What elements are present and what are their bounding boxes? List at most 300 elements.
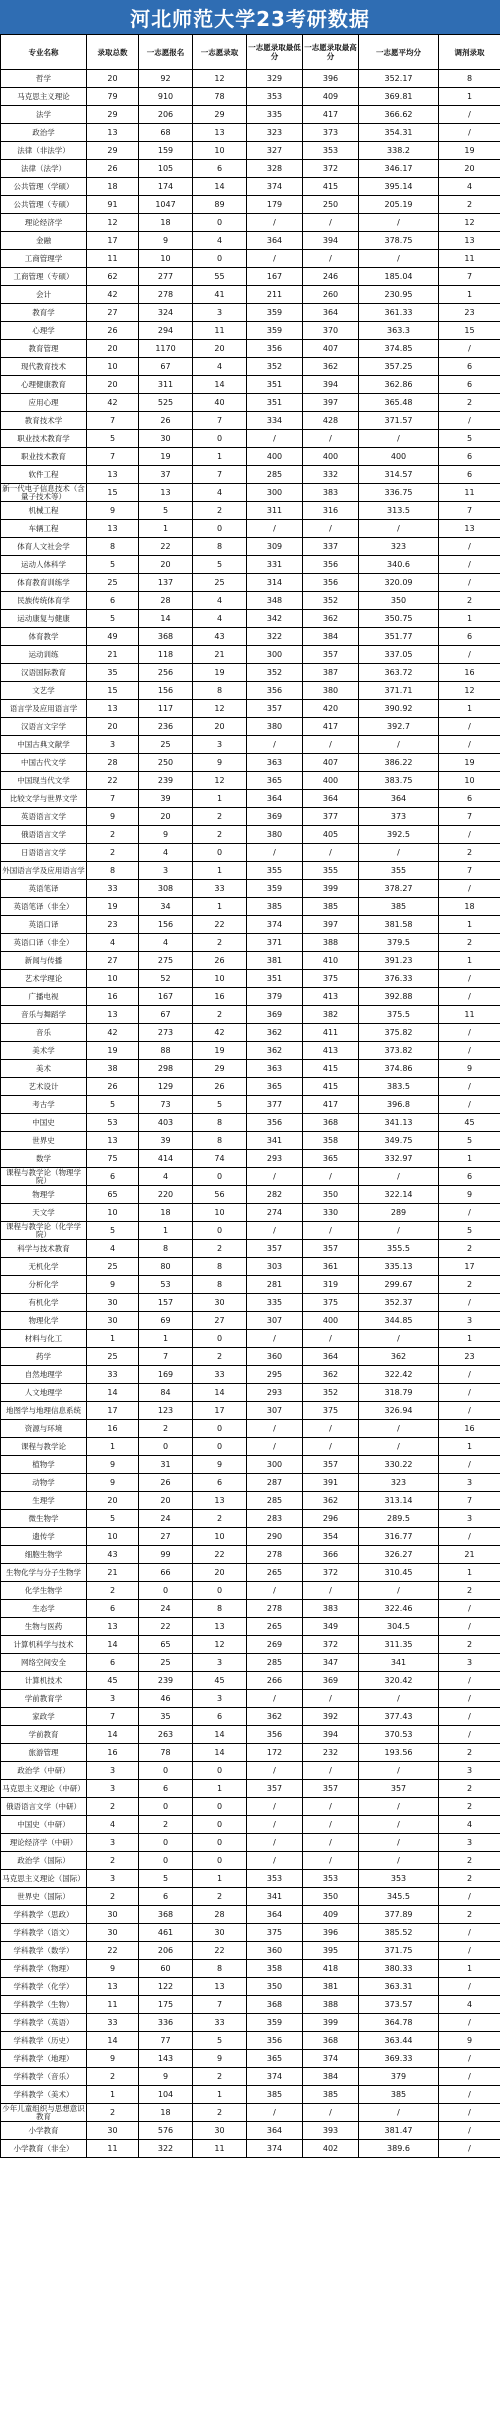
table-cell: / <box>359 1852 439 1870</box>
program-name-cell: 人文地理学 <box>1 1384 87 1402</box>
table-cell: 9 <box>439 1186 500 1204</box>
table-row <box>1 70 500 88</box>
table-cell: 2 <box>87 2104 139 2122</box>
table-cell: 10 <box>193 142 247 160</box>
table-cell: 8 <box>193 1258 247 1276</box>
table-cell: 357 <box>247 1240 303 1258</box>
table-cell: 12 <box>87 214 139 232</box>
table-cell: / <box>247 1762 303 1780</box>
table-cell: 322.42 <box>359 1366 439 1384</box>
program-name-cell: 课程与教学论 <box>1 1438 87 1456</box>
table-cell: 1 <box>439 610 500 628</box>
table-cell: 369.33 <box>359 2050 439 2068</box>
table-cell: 3 <box>193 304 247 322</box>
table-cell: 345.5 <box>359 1888 439 1906</box>
table-cell: / <box>247 214 303 232</box>
table-cell: / <box>247 1582 303 1600</box>
table-cell: 386.22 <box>359 754 439 772</box>
table-cell: 205.19 <box>359 196 439 214</box>
table-cell: 330 <box>303 1204 359 1222</box>
table-row <box>1 1996 500 2014</box>
table-cell: 2 <box>193 502 247 520</box>
program-name-cell: 中国现当代文学 <box>1 772 87 790</box>
table-cell: / <box>359 1816 439 1834</box>
program-name-cell: 网络空间安全 <box>1 1654 87 1672</box>
table-cell: 285 <box>247 1654 303 1672</box>
table-cell: 105 <box>139 160 193 178</box>
table-cell: / <box>247 1834 303 1852</box>
program-name-cell: 学前教育 <box>1 1726 87 1744</box>
program-name-cell: 运动人体科学 <box>1 556 87 574</box>
table-cell: 11 <box>87 250 139 268</box>
table-cell: 13 <box>193 1492 247 1510</box>
table-cell: / <box>439 1024 500 1042</box>
program-name-cell: 科学与技术教育 <box>1 1240 87 1258</box>
table-cell: 9 <box>87 808 139 826</box>
table-cell: 20 <box>87 70 139 88</box>
table-row <box>1 1456 500 1474</box>
program-name-cell: 政治学（中研） <box>1 1762 87 1780</box>
table-cell: / <box>359 1690 439 1708</box>
table-cell: 365.48 <box>359 394 439 412</box>
table-cell: 417 <box>303 106 359 124</box>
table-cell: 3 <box>439 1510 500 1528</box>
table-cell: / <box>359 1762 439 1780</box>
table-cell: 21 <box>87 1564 139 1582</box>
table-cell: 2 <box>193 1510 247 1528</box>
table-cell: 322.46 <box>359 1600 439 1618</box>
table-cell: 368 <box>139 628 193 646</box>
table-cell: 353 <box>359 1870 439 1888</box>
table-cell: 392.7 <box>359 718 439 736</box>
table-cell: 33 <box>87 880 139 898</box>
table-cell: / <box>303 844 359 862</box>
table-cell: 336.75 <box>359 484 439 502</box>
table-cell: 19 <box>87 1042 139 1060</box>
table-cell: 66 <box>139 1564 193 1582</box>
table-cell: 1 <box>139 1222 193 1240</box>
program-name-cell: 材料与化工 <box>1 1330 87 1348</box>
table-row <box>1 2050 500 2068</box>
table-cell: 428 <box>303 412 359 430</box>
table-cell: 11 <box>193 2140 247 2158</box>
table-cell: 381 <box>303 1978 359 1996</box>
program-name-cell: 英语口译（非全） <box>1 934 87 952</box>
table-cell: 364 <box>247 232 303 250</box>
table-cell: / <box>439 1924 500 1942</box>
table-cell: 26 <box>139 1474 193 1492</box>
table-row <box>1 484 500 502</box>
table-cell: 19 <box>87 898 139 916</box>
table-cell: 374 <box>247 916 303 934</box>
table-cell: 0 <box>193 214 247 232</box>
table-cell: 364 <box>359 790 439 808</box>
table-cell: 388 <box>303 934 359 952</box>
table-cell: / <box>439 2086 500 2104</box>
program-name-cell: 机械工程 <box>1 502 87 520</box>
table-cell: 174 <box>139 178 193 196</box>
table-cell: 35 <box>87 664 139 682</box>
table-cell: 5 <box>139 1870 193 1888</box>
table-row <box>1 1546 500 1564</box>
table-row <box>1 250 500 268</box>
table-cell: 273 <box>139 1024 193 1042</box>
table-cell: 18 <box>139 214 193 232</box>
table-cell: 33 <box>193 1366 247 1384</box>
table-cell: 6 <box>87 592 139 610</box>
table-cell: / <box>247 1816 303 1834</box>
table-cell: 35 <box>139 1708 193 1726</box>
table-cell: 2 <box>439 1780 500 1798</box>
table-cell: 323 <box>359 1474 439 1492</box>
table-cell: / <box>359 1420 439 1438</box>
table-cell: / <box>439 646 500 664</box>
table-cell: 1 <box>439 1960 500 1978</box>
table-cell: 2 <box>439 1636 500 1654</box>
table-cell: 388 <box>303 1996 359 2014</box>
table-cell: 374 <box>247 178 303 196</box>
table-cell: 26 <box>87 322 139 340</box>
table-cell: 400 <box>303 1312 359 1330</box>
table-row <box>1 1078 500 1096</box>
table-cell: 359 <box>247 304 303 322</box>
program-name-cell: 学科教学（地理） <box>1 2050 87 2068</box>
table-cell: 22 <box>139 1618 193 1636</box>
table-cell: 407 <box>303 340 359 358</box>
table-cell: 10 <box>139 250 193 268</box>
table-cell: 381.58 <box>359 916 439 934</box>
table-cell: 397 <box>303 394 359 412</box>
table-cell: 13 <box>193 1978 247 1996</box>
table-row <box>1 1222 500 1240</box>
table-cell: 53 <box>139 1276 193 1294</box>
table-cell: 91 <box>87 196 139 214</box>
table-cell: 11 <box>193 322 247 340</box>
program-name-cell: 中国古代文学 <box>1 754 87 772</box>
table-row <box>1 1762 500 1780</box>
program-name-cell: 植物学 <box>1 1456 87 1474</box>
table-cell: 159 <box>139 142 193 160</box>
program-name-cell: 语言学及应用语言学 <box>1 700 87 718</box>
table-cell: 13 <box>87 124 139 142</box>
table-cell: 0 <box>193 1168 247 1186</box>
program-name-cell: 无机化学 <box>1 1258 87 1276</box>
table-cell: 220 <box>139 1186 193 1204</box>
table-cell: / <box>303 1762 359 1780</box>
column-header: 一志愿录取 <box>193 35 247 70</box>
table-cell: 16 <box>87 1744 139 1762</box>
table-cell: 73 <box>139 1096 193 1114</box>
table-cell: 375 <box>303 1294 359 1312</box>
table-cell: 84 <box>139 1384 193 1402</box>
table-cell: 307 <box>247 1312 303 1330</box>
table-cell: 3 <box>193 736 247 754</box>
table-cell: 0 <box>139 1582 193 1600</box>
table-cell: / <box>439 106 500 124</box>
table-cell: 371 <box>247 934 303 952</box>
table-cell: / <box>439 826 500 844</box>
table-cell: 316.77 <box>359 1528 439 1546</box>
table-cell: 6 <box>87 1654 139 1672</box>
table-row <box>1 2032 500 2050</box>
program-name-cell: 课程与教学论（物理学院） <box>1 1168 87 1186</box>
table-cell: / <box>359 214 439 232</box>
table-cell: 391.23 <box>359 952 439 970</box>
table-cell: 99 <box>139 1546 193 1564</box>
table-cell: 287 <box>247 1474 303 1492</box>
table-cell: 167 <box>247 268 303 286</box>
table-cell: 350 <box>303 1888 359 1906</box>
table-cell: 303 <box>247 1258 303 1276</box>
table-cell: 357 <box>247 700 303 718</box>
table-cell: 2 <box>439 394 500 412</box>
table-cell: 378.27 <box>359 880 439 898</box>
table-cell: 2 <box>439 1582 500 1600</box>
program-name-cell: 中国古典文献学 <box>1 736 87 754</box>
table-cell: 9 <box>193 1456 247 1474</box>
table-cell: 30 <box>87 1294 139 1312</box>
table-cell: 0 <box>193 1834 247 1852</box>
table-cell: 23 <box>439 304 500 322</box>
table-cell: 369 <box>247 808 303 826</box>
table-cell: 13 <box>87 700 139 718</box>
program-name-cell: 物理化学 <box>1 1312 87 1330</box>
program-name-cell: 教育管理 <box>1 340 87 358</box>
table-cell: 13 <box>439 232 500 250</box>
table-cell: 11 <box>87 2140 139 2158</box>
table-row <box>1 1276 500 1294</box>
table-cell: 410 <box>303 952 359 970</box>
table-cell: 2 <box>193 1348 247 1366</box>
table-cell: 411 <box>303 1024 359 1042</box>
table-cell: 25 <box>193 574 247 592</box>
table-cell: 0 <box>139 1798 193 1816</box>
table-cell: 9 <box>87 1456 139 1474</box>
table-row <box>1 106 500 124</box>
table-cell: 294 <box>139 322 193 340</box>
table-cell: 420 <box>303 700 359 718</box>
table-cell: 13 <box>439 520 500 538</box>
table-cell: 380 <box>303 682 359 700</box>
table-cell: 42 <box>193 1024 247 1042</box>
table-row <box>1 772 500 790</box>
table-cell: 311 <box>139 376 193 394</box>
table-cell: 4 <box>139 1168 193 1186</box>
table-cell: 278 <box>139 286 193 304</box>
program-name-cell: 遗传学 <box>1 1528 87 1546</box>
program-name-cell: 软件工程 <box>1 466 87 484</box>
table-cell: 9 <box>87 1960 139 1978</box>
table-cell: 296 <box>303 1510 359 1528</box>
table-cell: / <box>439 970 500 988</box>
table-cell: 1 <box>193 448 247 466</box>
program-name-cell: 马克思主义理论（中研） <box>1 1780 87 1798</box>
table-row <box>1 952 500 970</box>
program-name-cell: 文艺学 <box>1 682 87 700</box>
table-cell: 341.13 <box>359 1114 439 1132</box>
table-cell: 6 <box>193 1708 247 1726</box>
table-cell: 357 <box>303 1240 359 1258</box>
table-cell: 5 <box>193 556 247 574</box>
program-name-cell: 体育人文社会学 <box>1 538 87 556</box>
table-row <box>1 1852 500 1870</box>
table-row <box>1 2140 500 2158</box>
table-row <box>1 1186 500 1204</box>
table-cell: 374.86 <box>359 1060 439 1078</box>
table-cell: 16 <box>87 988 139 1006</box>
table-cell: / <box>359 1168 439 1186</box>
table-cell: 239 <box>139 772 193 790</box>
table-cell: 17 <box>87 232 139 250</box>
table-cell: / <box>439 1384 500 1402</box>
program-name-cell: 车辆工程 <box>1 520 87 538</box>
table-cell: / <box>439 412 500 430</box>
table-row <box>1 1204 500 1222</box>
table-cell: 377.89 <box>359 1906 439 1924</box>
table-cell: 1 <box>439 916 500 934</box>
table-cell: 322.14 <box>359 1186 439 1204</box>
table-cell: 117 <box>139 700 193 718</box>
table-cell: 75 <box>87 1150 139 1168</box>
table-cell: / <box>247 736 303 754</box>
table-cell: 56 <box>193 1186 247 1204</box>
program-name-cell: 马克思主义理论（国际） <box>1 1870 87 1888</box>
table-cell: / <box>303 1798 359 1816</box>
table-cell: / <box>303 1834 359 1852</box>
table-cell: 350 <box>247 1978 303 1996</box>
table-cell: 415 <box>303 1078 359 1096</box>
program-name-cell: 有机化学 <box>1 1294 87 1312</box>
table-cell: 350 <box>359 592 439 610</box>
table-cell: 6 <box>87 1600 139 1618</box>
table-cell: 7 <box>439 862 500 880</box>
table-cell: 362 <box>303 1366 359 1384</box>
table-row <box>1 970 500 988</box>
table-cell: / <box>247 1690 303 1708</box>
table-cell: 332 <box>303 466 359 484</box>
program-name-cell: 现代教育技术 <box>1 358 87 376</box>
table-cell: 260 <box>303 286 359 304</box>
table-cell: 167 <box>139 988 193 1006</box>
table-row <box>1 466 500 484</box>
table-cell: 12 <box>193 700 247 718</box>
table-cell: 341 <box>247 1888 303 1906</box>
table-cell: 193.56 <box>359 1744 439 1762</box>
table-row <box>1 1564 500 1582</box>
table-cell: 2 <box>139 1816 193 1834</box>
table-cell: 10 <box>87 1528 139 1546</box>
table-row <box>1 2068 500 2086</box>
table-cell: 65 <box>87 1186 139 1204</box>
table-cell: 394 <box>303 232 359 250</box>
table-cell: 314 <box>247 574 303 592</box>
program-name-cell: 药学 <box>1 1348 87 1366</box>
table-cell: 2 <box>87 844 139 862</box>
table-cell: 0 <box>139 1834 193 1852</box>
table-cell: 6 <box>87 1168 139 1186</box>
table-cell: 3 <box>139 862 193 880</box>
table-cell: 18 <box>87 178 139 196</box>
table-cell: 20 <box>139 1492 193 1510</box>
table-cell: 362 <box>303 610 359 628</box>
table-row <box>1 844 500 862</box>
page-title: 河北师范大学23考研数据 <box>0 0 500 34</box>
table-row <box>1 1024 500 1042</box>
table-row <box>1 1402 500 1420</box>
table-cell: 3 <box>87 1780 139 1798</box>
table-cell: 400 <box>247 448 303 466</box>
table-cell: 298 <box>139 1060 193 1078</box>
table-cell: 370 <box>303 322 359 340</box>
table-cell: 8 <box>193 1132 247 1150</box>
table-cell: 24 <box>139 1600 193 1618</box>
table-cell: 263 <box>139 1726 193 1744</box>
table-cell: 67 <box>139 358 193 376</box>
table-cell: 328 <box>247 160 303 178</box>
table-row <box>1 646 500 664</box>
table-cell: 359 <box>247 880 303 898</box>
table-cell: 122 <box>139 1978 193 1996</box>
table-row <box>1 1780 500 1798</box>
table-cell: 3 <box>439 1312 500 1330</box>
table-cell: 357.25 <box>359 358 439 376</box>
table-cell: 4 <box>87 1816 139 1834</box>
table-row <box>1 2086 500 2104</box>
table-cell: 2 <box>193 934 247 952</box>
program-name-cell: 工商管理学 <box>1 250 87 268</box>
table-cell: 335.13 <box>359 1258 439 1276</box>
table-cell: 362.86 <box>359 376 439 394</box>
table-cell: 67 <box>139 1006 193 1024</box>
program-name-cell: 生物与医药 <box>1 1618 87 1636</box>
table-cell: 373.82 <box>359 1042 439 1060</box>
program-name-cell: 学科教学（音乐） <box>1 2068 87 2086</box>
table-row <box>1 1618 500 1636</box>
table-cell: 18 <box>139 2104 193 2122</box>
table-cell: 352 <box>303 1384 359 1402</box>
table-cell: / <box>439 1888 500 1906</box>
column-header: 录取总数 <box>87 35 139 70</box>
table-cell: 346.17 <box>359 160 439 178</box>
table-cell: 371.75 <box>359 1942 439 1960</box>
table-cell: 5 <box>193 1096 247 1114</box>
table-cell: 314.57 <box>359 466 439 484</box>
table-cell: 0 <box>193 1816 247 1834</box>
table-cell: 394 <box>303 376 359 394</box>
table-cell: 400 <box>303 448 359 466</box>
table-cell: 382 <box>303 1006 359 1024</box>
table-cell: 372 <box>303 160 359 178</box>
program-name-cell: 世界史（国际） <box>1 1888 87 1906</box>
table-cell: 13 <box>87 1618 139 1636</box>
table-cell: / <box>439 1096 500 1114</box>
table-cell: 355.5 <box>359 1240 439 1258</box>
table-cell: 1 <box>87 2086 139 2104</box>
table-cell: / <box>439 1456 500 1474</box>
table-cell: / <box>303 1582 359 1600</box>
table-cell: 0 <box>139 1762 193 1780</box>
table-cell: 2 <box>439 1240 500 1258</box>
table-cell: 12 <box>193 1636 247 1654</box>
table-cell: / <box>303 1420 359 1438</box>
table-cell: 1 <box>193 1780 247 1798</box>
table-cell: 1 <box>439 1330 500 1348</box>
table-row <box>1 1060 500 1078</box>
table-cell: 356 <box>303 556 359 574</box>
table-cell: 179 <box>247 196 303 214</box>
table-cell: / <box>439 2050 500 2068</box>
program-name-cell: 学前教育学 <box>1 1690 87 1708</box>
